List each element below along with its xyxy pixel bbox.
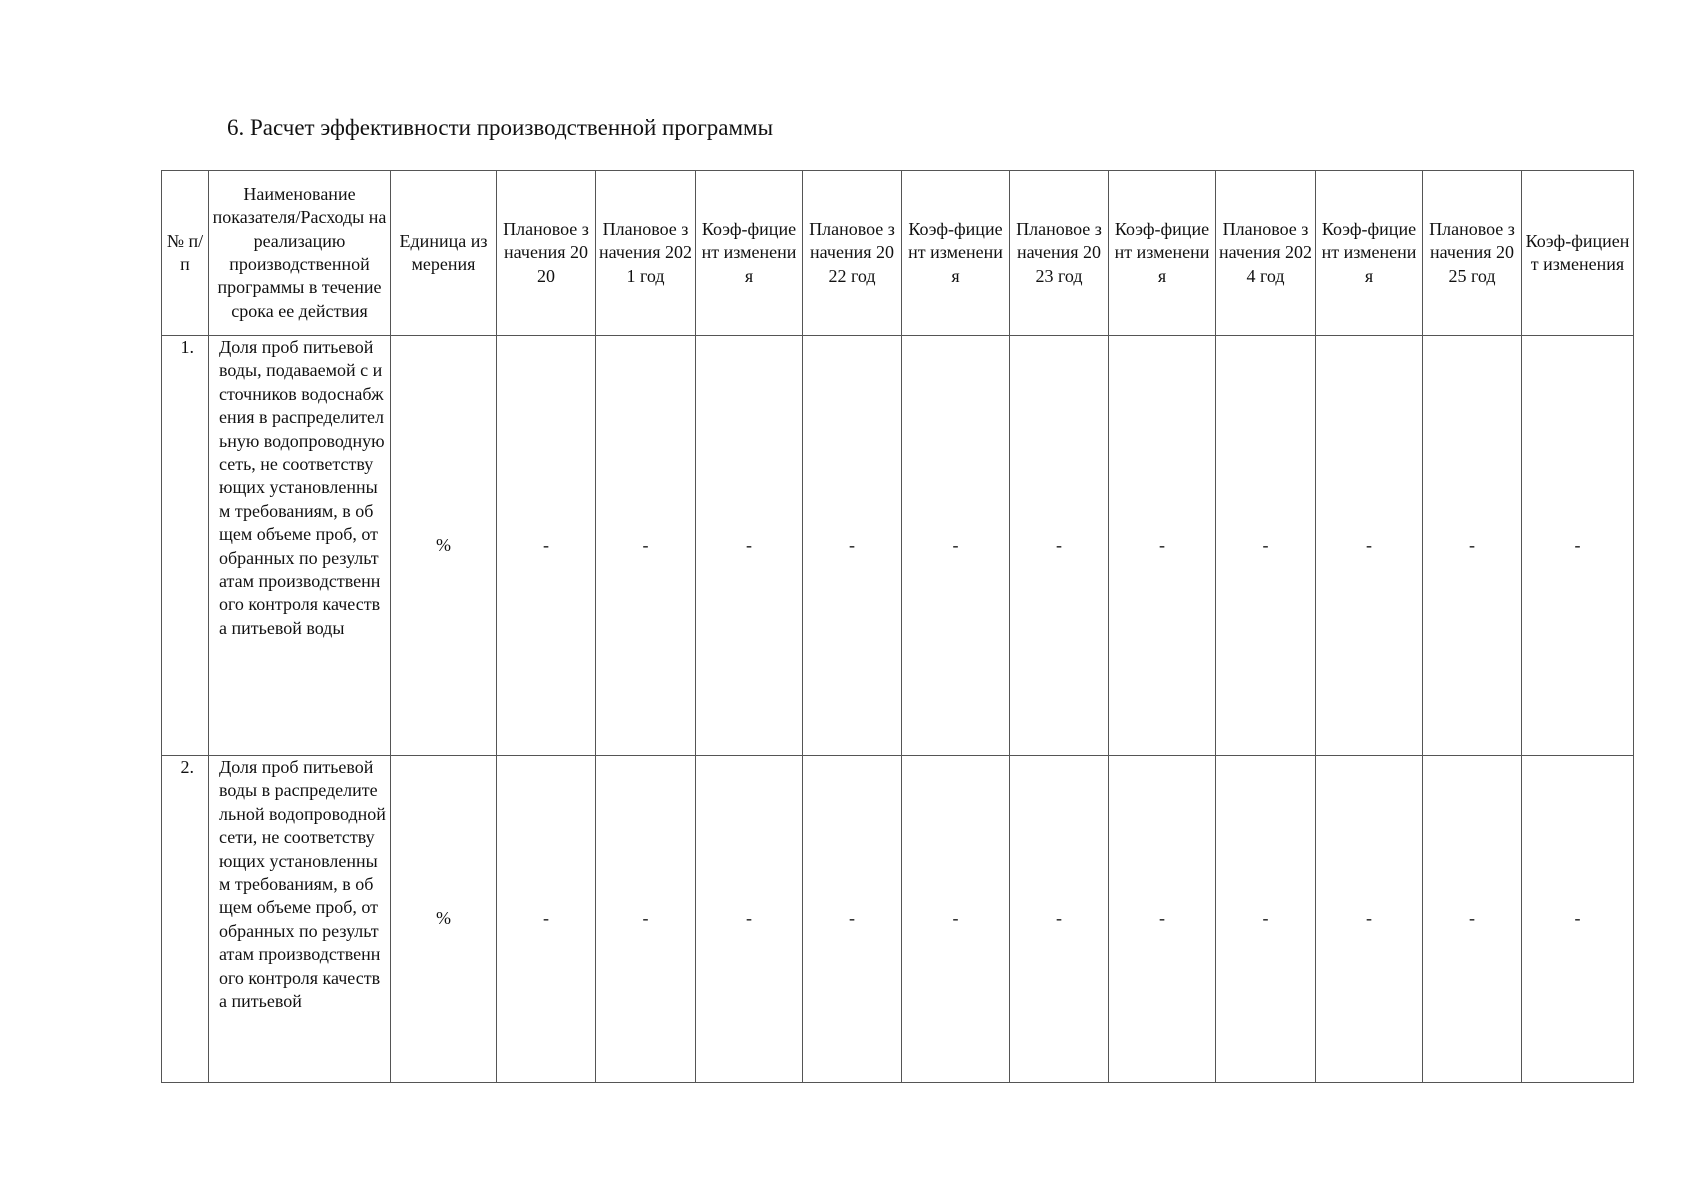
table-header-row <box>162 171 1634 336</box>
value-plan-2023: - <box>1010 756 1109 1083</box>
row-indicator-text: Доля проб питьевой воды в распределительной водопроводной сети, не соответствующих установленным требованиям, в общем объеме проб, отобранных по результатам производственного контроля качества питьевой <box>219 757 386 1012</box>
value-coef-2021: - <box>696 336 803 756</box>
row-number: 1. <box>162 336 209 756</box>
value-coef-2022: - <box>902 336 1010 756</box>
header-number: № п/п <box>162 171 209 336</box>
value-plan-2022: - <box>803 336 902 756</box>
value-plan-2024: - <box>1216 336 1316 756</box>
value-coef-2022: - <box>902 756 1010 1083</box>
row-indicator-text: Доля проб питьевой воды, подаваемой с источников водоснабжения в распределительную водопроводную сеть, не соответствующих установленным требованиям, в общем объеме проб, отобранных по результатам производственного контроля качества питьевой воды <box>219 337 385 638</box>
header-plan-2025: Плановое значения 2025 год <box>1423 171 1522 336</box>
value-plan-2025: - <box>1423 756 1522 1083</box>
header-plan-2024: Плановое значения 2024 год <box>1216 171 1316 336</box>
header-indicator-name: Наименование показателя/Расходы на реализацию производственной программы в течение срока ее действия <box>209 171 391 336</box>
value-plan-2020: - <box>497 336 596 756</box>
header-plan-2022: Плановое значения 2022 год <box>803 171 902 336</box>
efficiency-table <box>161 170 1634 1083</box>
value-coef-2025: - <box>1522 336 1634 756</box>
value-coef-2024: - <box>1316 336 1423 756</box>
value-plan-2021: - <box>596 756 696 1083</box>
value-coef-2024: - <box>1316 756 1423 1083</box>
value-plan-2020: - <box>497 756 596 1083</box>
header-coef-2025: Коэф-фициент изменения <box>1522 171 1634 336</box>
header-unit: Единица измерения <box>391 171 497 336</box>
value-plan-2025: - <box>1423 336 1522 756</box>
header-coef-2022: Коэф-фициент изменения <box>902 171 1010 336</box>
row-indicator-name <box>209 756 391 1083</box>
value-plan-2022: - <box>803 756 902 1083</box>
table-row <box>162 336 1634 756</box>
header-plan-2021: Плановое значения 2021 год <box>596 171 696 336</box>
table-row <box>162 756 1634 1083</box>
value-coef-2023: - <box>1109 756 1216 1083</box>
value-coef-2023: - <box>1109 336 1216 756</box>
header-plan-2023: Плановое значения 2023 год <box>1010 171 1109 336</box>
header-coef-2023: Коэф-фициент изменения <box>1109 171 1216 336</box>
row-unit: % <box>391 756 497 1083</box>
value-coef-2025: - <box>1522 756 1634 1083</box>
value-coef-2021: - <box>696 756 803 1083</box>
value-plan-2023: - <box>1010 336 1109 756</box>
header-coef-2024: Коэф-фициент изменения <box>1316 171 1423 336</box>
header-coef-2021: Коэф-фициент изменения <box>696 171 803 336</box>
header-plan-2020: Плановое значения 2020 <box>497 171 596 336</box>
page-title: 6. Расчет эффективности производственной программы <box>227 115 774 140</box>
value-plan-2021: - <box>596 336 696 756</box>
value-plan-2024: - <box>1216 756 1316 1083</box>
row-number: 2. <box>162 756 209 1083</box>
row-indicator-name <box>209 336 391 756</box>
row-unit: % <box>391 336 497 756</box>
